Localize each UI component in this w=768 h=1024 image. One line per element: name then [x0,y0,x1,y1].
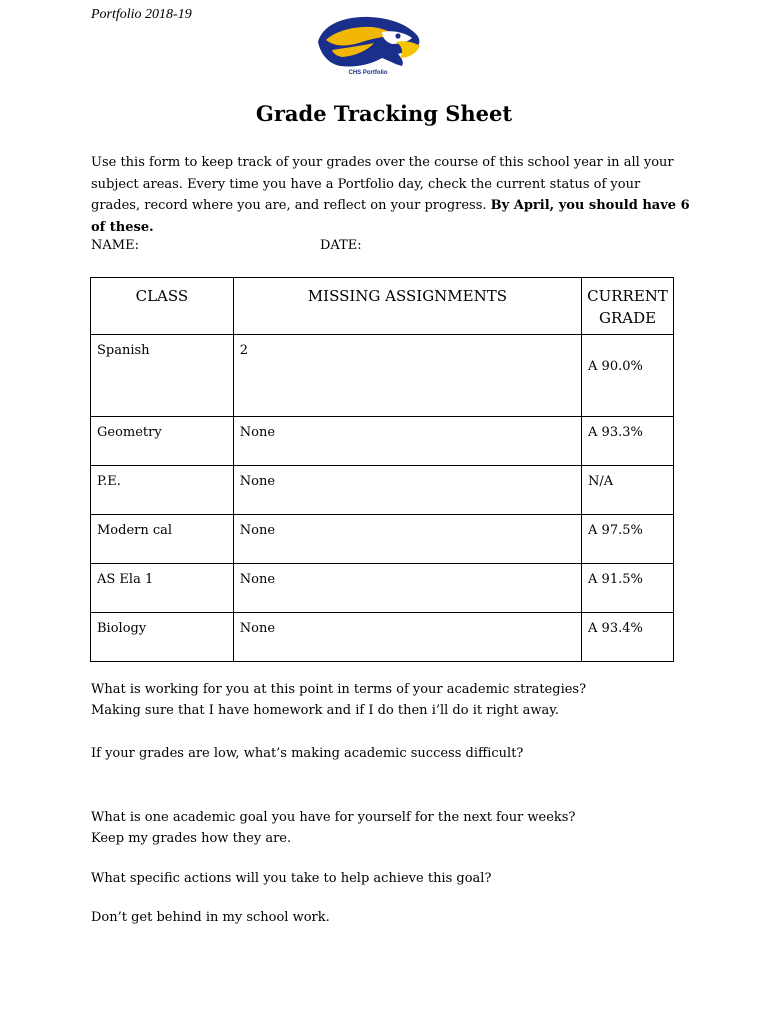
table-row [91,515,674,564]
answer-text: Don’t get behind in my school work. [91,910,330,925]
header-missing-assignments: MISSING ASSIGNMENTS [233,278,581,335]
intro-bold-text: By April, you should have 6 of these. [91,198,690,235]
question-text: What specific actions will you take to help achieve this goal? [91,871,492,886]
answer-text: Making sure that I have homework and if I do then i’ll do it right away. [91,703,560,718]
question-text: If your grades are low, what’s making academic success difficult? [91,746,524,761]
question-text: What is working for you at this point in terms of your academic strategies? [91,682,587,697]
grade-cell: A 97.5% [582,515,674,564]
table-row [91,613,674,662]
question-block-actions [91,868,711,928]
class-cell: Modern cal [91,515,234,564]
page-title: Grade Tracking Sheet [255,101,513,126]
intro-text: Use this form to keep track of your grades over the course of this school year in all your subject areas. Every time you have a Portfolio day, check the current status of your grades, record where you are, and reflect on your progress. [91,155,674,213]
header-grade-line2: GRADE [598,309,657,327]
missing-cell: 2 [233,335,581,417]
header-class: CLASS [91,278,234,335]
question-block-difficulty [91,743,711,764]
question-block-goal [91,807,711,849]
missing-cell: None [233,515,581,564]
date-label: DATE: [320,238,362,253]
table-row [91,335,674,417]
header-current-grade [582,278,674,335]
grade-cell: N/A [582,466,674,515]
class-cell: Geometry [91,417,234,466]
grade-cell: A 93.4% [582,613,674,662]
class-cell: P.E. [91,466,234,515]
grade-cell: A 91.5% [582,564,674,613]
missing-cell: None [233,613,581,662]
logo-caption: CHS Portfolio [348,70,388,76]
missing-cell: None [233,417,581,466]
class-cell: Spanish [91,335,234,417]
grade-cell: A 93.3% [582,417,674,466]
class-cell: AS Ela 1 [91,564,234,613]
name-label: NAME: [91,238,139,253]
missing-cell: None [233,564,581,613]
class-cell: Biology [91,613,234,662]
table-header-row [91,278,674,335]
answer-text: Keep my grades how they are. [91,831,292,846]
question-block-strategies [91,679,711,721]
grade-cell [582,335,674,417]
portfolio-year-note: Portfolio 2018-19 [91,7,192,22]
grades-table [90,277,674,662]
table-row [91,564,674,613]
table-row [91,417,674,466]
intro-paragraph [91,152,691,238]
grade-value: A 90.0% [588,359,643,374]
missing-cell: None [233,466,581,515]
table-row [91,466,674,515]
spacer [91,889,711,907]
question-text: What is one academic goal you have for yourself for the next four weeks? [91,810,576,825]
header-grade-line1: CURRENT [587,287,668,305]
